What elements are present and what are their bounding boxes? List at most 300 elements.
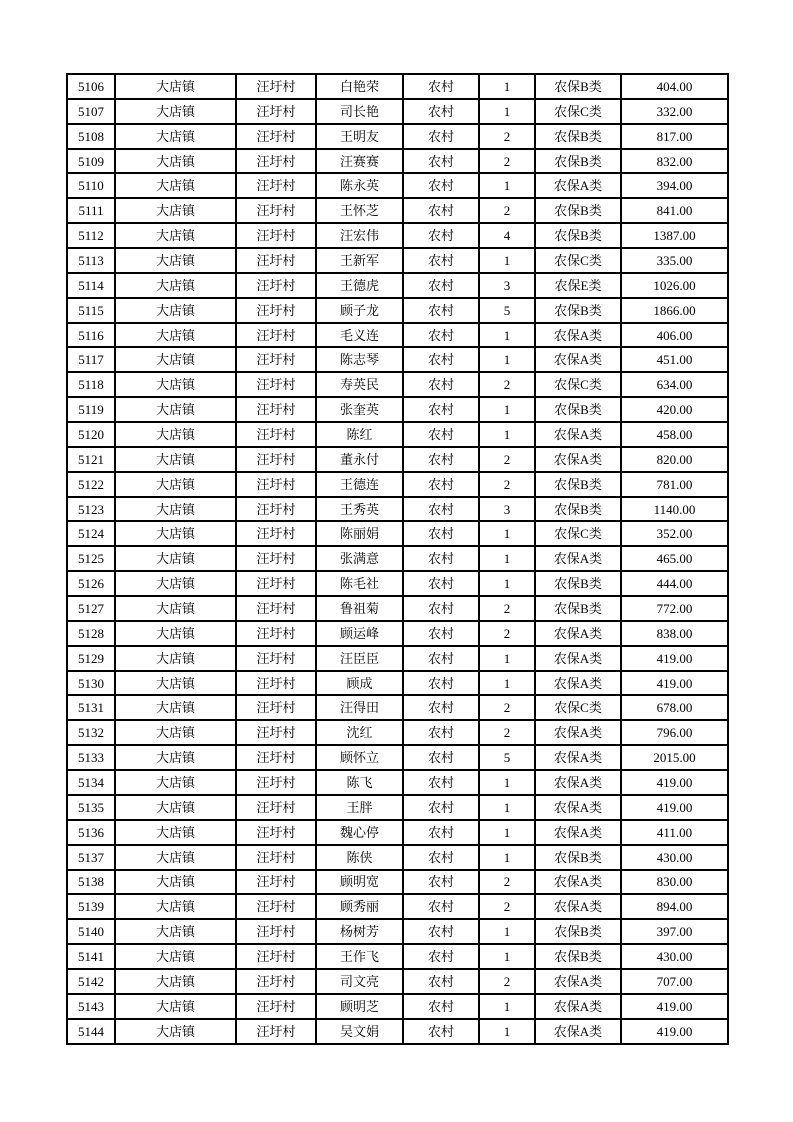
cell-row-id: 5144 — [67, 1019, 115, 1044]
cell-residence-type: 农村 — [403, 472, 479, 497]
table-row — [67, 695, 728, 720]
cell-village: 汪圩村 — [236, 298, 316, 323]
cell-person-name: 汪得田 — [316, 695, 403, 720]
cell-insurance-category: 农保A类 — [535, 820, 621, 845]
cell-town: 大店镇 — [115, 397, 236, 422]
cell-village: 汪圩村 — [236, 397, 316, 422]
cell-person-name: 毛义连 — [316, 323, 403, 348]
cell-amount: 419.00 — [621, 646, 728, 671]
cell-village: 汪圩村 — [236, 969, 316, 994]
cell-village: 汪圩村 — [236, 671, 316, 696]
cell-town: 大店镇 — [115, 497, 236, 522]
cell-person-count: 5 — [479, 745, 535, 770]
table-row — [67, 770, 728, 795]
cell-amount: 678.00 — [621, 695, 728, 720]
cell-amount: 419.00 — [621, 671, 728, 696]
table-row — [67, 372, 728, 397]
cell-insurance-category: 农保B类 — [535, 571, 621, 596]
cell-village: 汪圩村 — [236, 845, 316, 870]
cell-residence-type: 农村 — [403, 372, 479, 397]
cell-insurance-category: 农保A类 — [535, 1019, 621, 1044]
cell-person-count: 2 — [479, 695, 535, 720]
cell-row-id: 5142 — [67, 969, 115, 994]
cell-row-id: 5107 — [67, 99, 115, 124]
cell-village: 汪圩村 — [236, 944, 316, 969]
cell-person-count: 1 — [479, 646, 535, 671]
cell-person-count: 1 — [479, 248, 535, 273]
cell-village: 汪圩村 — [236, 646, 316, 671]
table-row — [67, 894, 728, 919]
cell-amount: 335.00 — [621, 248, 728, 273]
table-row — [67, 99, 728, 124]
cell-person-name: 杨树芳 — [316, 919, 403, 944]
cell-amount: 830.00 — [621, 870, 728, 895]
cell-town: 大店镇 — [115, 596, 236, 621]
cell-person-count: 1 — [479, 919, 535, 944]
table-body — [67, 74, 728, 1044]
cell-amount: 634.00 — [621, 372, 728, 397]
cell-insurance-category: 农保A类 — [535, 422, 621, 447]
cell-town: 大店镇 — [115, 944, 236, 969]
cell-village: 汪圩村 — [236, 347, 316, 372]
cell-row-id: 5128 — [67, 621, 115, 646]
table-row — [67, 347, 728, 372]
table-row — [67, 795, 728, 820]
cell-amount: 411.00 — [621, 820, 728, 845]
cell-residence-type: 农村 — [403, 969, 479, 994]
cell-row-id: 5133 — [67, 745, 115, 770]
cell-village: 汪圩村 — [236, 870, 316, 895]
cell-residence-type: 农村 — [403, 497, 479, 522]
cell-amount: 707.00 — [621, 969, 728, 994]
cell-person-count: 1 — [479, 571, 535, 596]
cell-row-id: 5126 — [67, 571, 115, 596]
cell-amount: 838.00 — [621, 621, 728, 646]
table-row — [67, 845, 728, 870]
cell-amount: 894.00 — [621, 894, 728, 919]
cell-amount: 332.00 — [621, 99, 728, 124]
cell-insurance-category: 农保B类 — [535, 74, 621, 99]
cell-person-count: 1 — [479, 820, 535, 845]
cell-village: 汪圩村 — [236, 720, 316, 745]
cell-town: 大店镇 — [115, 546, 236, 571]
benefit-roster-table — [66, 73, 729, 1045]
cell-person-count: 1 — [479, 347, 535, 372]
cell-insurance-category: 农保A类 — [535, 894, 621, 919]
cell-person-name: 王明友 — [316, 124, 403, 149]
cell-insurance-category: 农保B类 — [535, 944, 621, 969]
cell-village: 汪圩村 — [236, 1019, 316, 1044]
cell-village: 汪圩村 — [236, 894, 316, 919]
cell-row-id: 5108 — [67, 124, 115, 149]
cell-person-count: 1 — [479, 994, 535, 1019]
cell-amount: 1026.00 — [621, 273, 728, 298]
cell-town: 大店镇 — [115, 845, 236, 870]
cell-amount: 1140.00 — [621, 497, 728, 522]
cell-person-count: 1 — [479, 521, 535, 546]
cell-row-id: 5125 — [67, 546, 115, 571]
cell-person-name: 王新军 — [316, 248, 403, 273]
cell-village: 汪圩村 — [236, 273, 316, 298]
cell-person-name: 吴文娟 — [316, 1019, 403, 1044]
table-row — [67, 994, 728, 1019]
cell-insurance-category: 农保A类 — [535, 323, 621, 348]
table-row — [67, 720, 728, 745]
cell-person-name: 张满意 — [316, 546, 403, 571]
cell-insurance-category: 农保B类 — [535, 845, 621, 870]
cell-village: 汪圩村 — [236, 248, 316, 273]
cell-person-count: 1 — [479, 671, 535, 696]
cell-person-name: 顾子龙 — [316, 298, 403, 323]
cell-person-name: 陈红 — [316, 422, 403, 447]
cell-person-name: 沈红 — [316, 720, 403, 745]
cell-insurance-category: 农保B类 — [535, 497, 621, 522]
cell-residence-type: 农村 — [403, 944, 479, 969]
cell-row-id: 5135 — [67, 795, 115, 820]
cell-residence-type: 农村 — [403, 795, 479, 820]
cell-residence-type: 农村 — [403, 671, 479, 696]
cell-person-name: 陈毛社 — [316, 571, 403, 596]
cell-residence-type: 农村 — [403, 74, 479, 99]
cell-insurance-category: 农保B类 — [535, 919, 621, 944]
cell-row-id: 5109 — [67, 149, 115, 174]
table-row — [67, 298, 728, 323]
cell-person-name: 王作飞 — [316, 944, 403, 969]
cell-person-name: 白艳荣 — [316, 74, 403, 99]
cell-residence-type: 农村 — [403, 173, 479, 198]
cell-person-count: 2 — [479, 596, 535, 621]
cell-person-count: 1 — [479, 546, 535, 571]
cell-residence-type: 农村 — [403, 198, 479, 223]
cell-row-id: 5110 — [67, 173, 115, 198]
cell-amount: 1387.00 — [621, 223, 728, 248]
cell-residence-type: 农村 — [403, 273, 479, 298]
table-row — [67, 870, 728, 895]
cell-row-id: 5113 — [67, 248, 115, 273]
cell-person-name: 司长艳 — [316, 99, 403, 124]
cell-town: 大店镇 — [115, 273, 236, 298]
cell-insurance-category: 农保A类 — [535, 745, 621, 770]
cell-person-name: 汪臣臣 — [316, 646, 403, 671]
cell-person-name: 顾成 — [316, 671, 403, 696]
cell-insurance-category: 农保C类 — [535, 521, 621, 546]
cell-person-count: 2 — [479, 124, 535, 149]
cell-person-count: 3 — [479, 273, 535, 298]
cell-row-id: 5123 — [67, 497, 115, 522]
cell-insurance-category: 农保B类 — [535, 149, 621, 174]
cell-row-id: 5141 — [67, 944, 115, 969]
cell-insurance-category: 农保B类 — [535, 397, 621, 422]
cell-row-id: 5119 — [67, 397, 115, 422]
cell-row-id: 5122 — [67, 472, 115, 497]
table-row — [67, 447, 728, 472]
cell-residence-type: 农村 — [403, 695, 479, 720]
cell-village: 汪圩村 — [236, 497, 316, 522]
cell-town: 大店镇 — [115, 994, 236, 1019]
cell-town: 大店镇 — [115, 472, 236, 497]
cell-row-id: 5127 — [67, 596, 115, 621]
cell-town: 大店镇 — [115, 646, 236, 671]
cell-person-count: 2 — [479, 149, 535, 174]
cell-insurance-category: 农保A类 — [535, 870, 621, 895]
cell-insurance-category: 农保A类 — [535, 546, 621, 571]
cell-amount: 419.00 — [621, 795, 728, 820]
cell-village: 汪圩村 — [236, 820, 316, 845]
cell-row-id: 5106 — [67, 74, 115, 99]
cell-person-count: 1 — [479, 173, 535, 198]
cell-person-count: 2 — [479, 870, 535, 895]
table-row — [67, 248, 728, 273]
cell-amount: 397.00 — [621, 919, 728, 944]
cell-person-count: 1 — [479, 944, 535, 969]
cell-person-count: 3 — [479, 497, 535, 522]
cell-town: 大店镇 — [115, 820, 236, 845]
cell-amount: 404.00 — [621, 74, 728, 99]
cell-row-id: 5116 — [67, 323, 115, 348]
cell-insurance-category: 农保B类 — [535, 223, 621, 248]
cell-person-count: 1 — [479, 99, 535, 124]
cell-row-id: 5136 — [67, 820, 115, 845]
cell-residence-type: 农村 — [403, 994, 479, 1019]
table-row — [67, 74, 728, 99]
cell-town: 大店镇 — [115, 894, 236, 919]
cell-row-id: 5111 — [67, 198, 115, 223]
cell-person-name: 王德虎 — [316, 273, 403, 298]
cell-person-name: 顾运峰 — [316, 621, 403, 646]
cell-person-name: 顾明芝 — [316, 994, 403, 1019]
cell-village: 汪圩村 — [236, 198, 316, 223]
cell-insurance-category: 农保A类 — [535, 795, 621, 820]
cell-amount: 781.00 — [621, 472, 728, 497]
cell-residence-type: 农村 — [403, 646, 479, 671]
cell-amount: 430.00 — [621, 944, 728, 969]
cell-insurance-category: 农保A类 — [535, 770, 621, 795]
cell-residence-type: 农村 — [403, 422, 479, 447]
cell-person-count: 2 — [479, 894, 535, 919]
cell-residence-type: 农村 — [403, 745, 479, 770]
cell-village: 汪圩村 — [236, 372, 316, 397]
cell-residence-type: 农村 — [403, 546, 479, 571]
cell-insurance-category: 农保B类 — [535, 298, 621, 323]
cell-residence-type: 农村 — [403, 149, 479, 174]
cell-row-id: 5129 — [67, 646, 115, 671]
cell-insurance-category: 农保A类 — [535, 621, 621, 646]
cell-person-count: 1 — [479, 845, 535, 870]
table-row — [67, 546, 728, 571]
cell-insurance-category: 农保A类 — [535, 720, 621, 745]
table-row — [67, 944, 728, 969]
cell-village: 汪圩村 — [236, 621, 316, 646]
cell-person-count: 2 — [479, 621, 535, 646]
cell-residence-type: 农村 — [403, 223, 479, 248]
cell-amount: 444.00 — [621, 571, 728, 596]
cell-village: 汪圩村 — [236, 695, 316, 720]
cell-row-id: 5114 — [67, 273, 115, 298]
cell-row-id: 5138 — [67, 870, 115, 895]
cell-amount: 820.00 — [621, 447, 728, 472]
table-row — [67, 323, 728, 348]
cell-row-id: 5139 — [67, 894, 115, 919]
cell-person-count: 5 — [479, 298, 535, 323]
cell-person-name: 王德连 — [316, 472, 403, 497]
cell-person-name: 董永付 — [316, 447, 403, 472]
cell-person-name: 张奎英 — [316, 397, 403, 422]
table-row — [67, 919, 728, 944]
cell-town: 大店镇 — [115, 422, 236, 447]
cell-insurance-category: 农保A类 — [535, 173, 621, 198]
cell-row-id: 5118 — [67, 372, 115, 397]
cell-village: 汪圩村 — [236, 223, 316, 248]
table-row — [67, 472, 728, 497]
cell-person-name: 汪赛赛 — [316, 149, 403, 174]
cell-residence-type: 农村 — [403, 397, 479, 422]
cell-insurance-category: 农保C类 — [535, 695, 621, 720]
cell-town: 大店镇 — [115, 745, 236, 770]
cell-person-count: 1 — [479, 397, 535, 422]
cell-insurance-category: 农保C类 — [535, 99, 621, 124]
cell-village: 汪圩村 — [236, 124, 316, 149]
cell-person-count: 2 — [479, 447, 535, 472]
cell-town: 大店镇 — [115, 74, 236, 99]
cell-row-id: 5130 — [67, 671, 115, 696]
cell-row-id: 5131 — [67, 695, 115, 720]
cell-amount: 419.00 — [621, 770, 728, 795]
cell-residence-type: 农村 — [403, 870, 479, 895]
cell-residence-type: 农村 — [403, 820, 479, 845]
cell-residence-type: 农村 — [403, 571, 479, 596]
table-row — [67, 397, 728, 422]
cell-person-count: 2 — [479, 372, 535, 397]
cell-insurance-category: 农保A类 — [535, 969, 621, 994]
cell-residence-type: 农村 — [403, 99, 479, 124]
table-row — [67, 571, 728, 596]
cell-village: 汪圩村 — [236, 795, 316, 820]
cell-village: 汪圩村 — [236, 323, 316, 348]
cell-insurance-category: 农保B类 — [535, 596, 621, 621]
cell-residence-type: 农村 — [403, 124, 479, 149]
cell-town: 大店镇 — [115, 173, 236, 198]
cell-town: 大店镇 — [115, 323, 236, 348]
cell-insurance-category: 农保A类 — [535, 447, 621, 472]
table-row — [67, 745, 728, 770]
cell-town: 大店镇 — [115, 795, 236, 820]
cell-insurance-category: 农保B类 — [535, 198, 621, 223]
cell-person-name: 王怀芝 — [316, 198, 403, 223]
cell-row-id: 5140 — [67, 919, 115, 944]
table-row — [67, 124, 728, 149]
cell-row-id: 5124 — [67, 521, 115, 546]
cell-person-name: 王胖 — [316, 795, 403, 820]
table-row — [67, 820, 728, 845]
cell-amount: 796.00 — [621, 720, 728, 745]
cell-amount: 465.00 — [621, 546, 728, 571]
cell-town: 大店镇 — [115, 695, 236, 720]
cell-residence-type: 农村 — [403, 894, 479, 919]
cell-residence-type: 农村 — [403, 596, 479, 621]
cell-amount: 394.00 — [621, 173, 728, 198]
cell-town: 大店镇 — [115, 447, 236, 472]
cell-row-id: 5132 — [67, 720, 115, 745]
cell-residence-type: 农村 — [403, 720, 479, 745]
cell-row-id: 5137 — [67, 845, 115, 870]
cell-village: 汪圩村 — [236, 521, 316, 546]
cell-village: 汪圩村 — [236, 74, 316, 99]
cell-village: 汪圩村 — [236, 99, 316, 124]
cell-village: 汪圩村 — [236, 919, 316, 944]
cell-town: 大店镇 — [115, 720, 236, 745]
cell-amount: 2015.00 — [621, 745, 728, 770]
table-row — [67, 969, 728, 994]
cell-insurance-category: 农保B类 — [535, 472, 621, 497]
cell-town: 大店镇 — [115, 248, 236, 273]
cell-person-name: 鲁祖菊 — [316, 596, 403, 621]
cell-amount: 458.00 — [621, 422, 728, 447]
cell-residence-type: 农村 — [403, 621, 479, 646]
table-row — [67, 521, 728, 546]
table-row — [67, 422, 728, 447]
cell-insurance-category: 农保A类 — [535, 994, 621, 1019]
cell-row-id: 5121 — [67, 447, 115, 472]
table-row — [67, 621, 728, 646]
cell-residence-type: 农村 — [403, 298, 479, 323]
table-row — [67, 646, 728, 671]
cell-amount: 1866.00 — [621, 298, 728, 323]
cell-amount: 419.00 — [621, 994, 728, 1019]
cell-person-name: 陈丽娟 — [316, 521, 403, 546]
cell-person-count: 2 — [479, 198, 535, 223]
cell-town: 大店镇 — [115, 770, 236, 795]
cell-person-name: 汪宏伟 — [316, 223, 403, 248]
cell-village: 汪圩村 — [236, 447, 316, 472]
cell-insurance-category: 农保A类 — [535, 646, 621, 671]
cell-town: 大店镇 — [115, 1019, 236, 1044]
cell-row-id: 5112 — [67, 223, 115, 248]
cell-town: 大店镇 — [115, 99, 236, 124]
cell-residence-type: 农村 — [403, 521, 479, 546]
cell-insurance-category: 农保E类 — [535, 273, 621, 298]
cell-town: 大店镇 — [115, 298, 236, 323]
cell-residence-type: 农村 — [403, 1019, 479, 1044]
cell-amount: 419.00 — [621, 1019, 728, 1044]
table-row — [67, 198, 728, 223]
cell-residence-type: 农村 — [403, 845, 479, 870]
cell-person-name: 司文亮 — [316, 969, 403, 994]
cell-amount: 406.00 — [621, 323, 728, 348]
table-row — [67, 173, 728, 198]
cell-amount: 430.00 — [621, 845, 728, 870]
cell-town: 大店镇 — [115, 671, 236, 696]
cell-person-count: 4 — [479, 223, 535, 248]
cell-amount: 832.00 — [621, 149, 728, 174]
cell-amount: 817.00 — [621, 124, 728, 149]
cell-village: 汪圩村 — [236, 422, 316, 447]
cell-person-count: 1 — [479, 770, 535, 795]
cell-town: 大店镇 — [115, 223, 236, 248]
cell-person-count: 1 — [479, 74, 535, 99]
cell-town: 大店镇 — [115, 149, 236, 174]
cell-town: 大店镇 — [115, 372, 236, 397]
cell-residence-type: 农村 — [403, 323, 479, 348]
cell-village: 汪圩村 — [236, 571, 316, 596]
cell-person-name: 陈志琴 — [316, 347, 403, 372]
table-row — [67, 149, 728, 174]
cell-village: 汪圩村 — [236, 149, 316, 174]
table-row — [67, 671, 728, 696]
cell-person-count: 1 — [479, 795, 535, 820]
cell-village: 汪圩村 — [236, 173, 316, 198]
cell-residence-type: 农村 — [403, 347, 479, 372]
cell-amount: 420.00 — [621, 397, 728, 422]
